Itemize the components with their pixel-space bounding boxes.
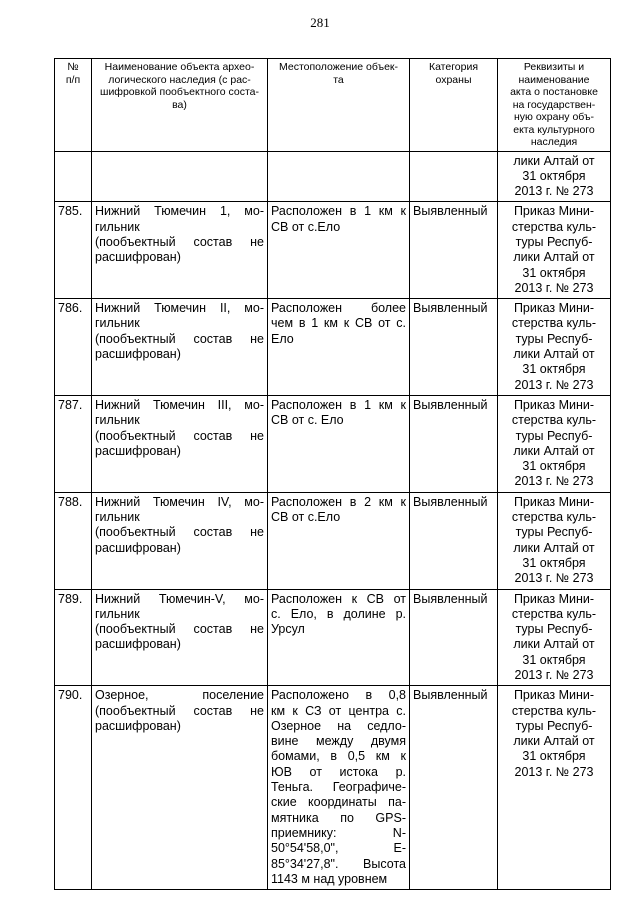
cell-line: 31 октября	[522, 265, 586, 280]
cell-line: логического наследия (с рас-	[108, 73, 251, 86]
row-number: 785.	[55, 202, 92, 299]
cell-line: ва)	[172, 98, 187, 111]
cell-line: туры Респуб-	[515, 428, 593, 443]
cell-line: 2013 г. № 273	[514, 280, 594, 295]
act-requisites	[498, 395, 611, 492]
object-name	[92, 589, 268, 686]
cell-line: лики Алтай от	[513, 637, 595, 652]
cell-line: Приказ Мини-	[513, 301, 595, 316]
cell-line: лики Алтай от	[513, 153, 595, 168]
cell-line: стерства куль-	[511, 510, 597, 525]
object-name	[92, 492, 268, 589]
cell-line: наследия	[530, 136, 578, 148]
cell-line: гильник	[95, 316, 140, 331]
act-requisites	[498, 686, 611, 890]
cell-line: Расположен в 1 км к	[271, 204, 406, 219]
row-number: 788.	[55, 492, 92, 589]
cell-line: лики Алтай от	[513, 734, 595, 749]
header-requisites	[498, 59, 611, 152]
act-requisites	[498, 299, 611, 396]
cell-line: 31 октября	[522, 459, 586, 474]
cell-line: расшифрован)	[95, 637, 181, 652]
cell-line: 50°54'58,0", E-	[271, 841, 406, 856]
object-location	[268, 395, 410, 492]
table-row	[55, 202, 611, 299]
act-requisites	[498, 589, 611, 686]
cell-line: п/п	[65, 73, 81, 86]
cell-line: Нижний Тюмечин II, мо-	[95, 301, 264, 316]
cell-line: Нижний Тюмечин-V, мо-	[95, 591, 264, 606]
cell-line: Наименование объекта архео-	[104, 61, 255, 73]
cell-line: туры Респуб-	[515, 718, 593, 733]
cell-line: наименование	[518, 73, 590, 86]
table-row	[55, 299, 611, 396]
table-header-row	[55, 59, 611, 152]
cell-line: гильник	[95, 606, 140, 621]
table-row	[55, 395, 611, 492]
cell-line: Реквизиты и	[523, 61, 585, 73]
cell-line: бомами, в 0,5 км к	[271, 749, 406, 764]
act-requisites	[498, 202, 611, 299]
header-num	[55, 59, 92, 152]
object-name	[92, 202, 268, 299]
cell-line: Местоположение объек-	[278, 61, 399, 73]
cell-line: стерства куль-	[511, 316, 597, 331]
continuation-category	[410, 151, 498, 202]
cell-line: та	[333, 73, 344, 86]
cell-line: Теньга. Географиче-	[271, 780, 406, 795]
cell-line: 2013 г. № 273	[514, 474, 594, 489]
cell-line: Приказ Мини-	[513, 688, 595, 703]
cell-line: Озерное, поселение	[95, 688, 264, 703]
cell-line: Озерное на седло-	[271, 718, 406, 733]
cell-line: 2013 г. № 273	[514, 571, 594, 586]
continuation-requisites	[498, 151, 611, 202]
cell-line: расшифрован)	[95, 250, 181, 265]
cell-line: гильник	[95, 510, 140, 525]
cell-line: на государствен-	[512, 98, 596, 111]
cell-line: СВ от с.Ело	[271, 510, 341, 525]
cell-line: с. Ело, в долине р.	[271, 606, 406, 621]
cell-line: 2013 г. № 273	[514, 764, 594, 779]
table-row	[55, 589, 611, 686]
cell-line: Приказ Мини-	[513, 591, 595, 606]
cell-line: Ело	[271, 331, 294, 346]
protection-category: Выявленный	[410, 589, 498, 686]
cell-line: стерства куль-	[511, 703, 597, 718]
cell-line: СВ от с.Ело	[271, 219, 341, 234]
cell-line: ские координаты па-	[271, 795, 406, 810]
cell-line: 31 октября	[522, 749, 586, 764]
cell-line: лики Алтай от	[513, 250, 595, 265]
cell-line: расшифрован)	[95, 718, 181, 733]
cell-line: мятника по GPS-	[271, 810, 406, 825]
cell-line: акта о постановке	[510, 86, 598, 98]
cell-line: шифровкой пообъектного соста-	[100, 86, 259, 98]
cell-line: 2013 г. № 273	[514, 184, 594, 199]
row-number: 786.	[55, 299, 92, 396]
act-requisites	[498, 492, 611, 589]
cell-line: 31 октября	[522, 362, 586, 377]
table-row	[55, 686, 611, 890]
cell-line: туры Респуб-	[515, 331, 593, 346]
cell-line: Приказ Мини-	[513, 204, 595, 219]
cell-line: (пообъектный состав не	[95, 525, 264, 540]
cell-line: Приказ Мини-	[513, 494, 595, 509]
protection-category: Выявленный	[410, 492, 498, 589]
cell-line: (пообъектный состав не	[95, 703, 264, 718]
cell-line: гильник	[95, 219, 140, 234]
protection-category: Выявленный	[410, 299, 498, 396]
row-number: 787.	[55, 395, 92, 492]
cell-line: охраны	[435, 73, 472, 86]
page-number: 281	[310, 15, 330, 30]
header-category	[410, 59, 498, 152]
protection-category: Выявленный	[410, 686, 498, 890]
cell-line: туры Респуб-	[515, 234, 593, 249]
cell-line: (пообъектный состав не	[95, 428, 264, 443]
header-location	[268, 59, 410, 152]
cell-line: расшифрован)	[95, 347, 181, 362]
cell-line: (пообъектный состав не	[95, 234, 264, 249]
continuation-row	[55, 151, 611, 202]
cell-line: екта культурного	[513, 123, 595, 136]
cell-line: (пообъектный состав не	[95, 622, 264, 637]
cell-line: ную охрану объ-	[513, 111, 595, 123]
cell-line: 2013 г. № 273	[514, 668, 594, 682]
continuation-num	[55, 151, 92, 202]
object-location	[268, 589, 410, 686]
table-row	[55, 492, 611, 589]
object-name	[92, 686, 268, 890]
cell-line: Нижний Тюмечин 1, мо-	[95, 204, 264, 219]
cell-line: СВ от с. Ело	[271, 413, 344, 428]
object-name	[92, 299, 268, 396]
cell-line: Нижний Тюмечин III, мо-	[95, 397, 264, 412]
object-name	[92, 395, 268, 492]
cell-line: Урсул	[271, 622, 305, 637]
cell-line: чем в 1 км к СВ от с.	[271, 316, 406, 331]
protection-category: Выявленный	[410, 395, 498, 492]
cell-line: Нижний Тюмечин IV, мо-	[95, 494, 264, 509]
cell-line: расшифрован)	[95, 540, 181, 555]
cell-line: Расположен в 2 км к	[271, 494, 406, 509]
cell-line: км к СЗ от центра с.	[271, 703, 406, 718]
cell-line: лики Алтай от	[513, 540, 595, 555]
continuation-name	[92, 151, 268, 202]
cell-line: расшифрован)	[95, 443, 181, 458]
cell-line: 1143 м над уровнем	[271, 871, 388, 886]
cell-line: гильник	[95, 413, 140, 428]
cell-line: 31 октября	[522, 555, 586, 570]
cell-line: 31 октября	[522, 652, 586, 667]
cell-line: 31 октября	[522, 168, 586, 183]
row-number: 790.	[55, 686, 92, 890]
continuation-location	[268, 151, 410, 202]
cell-line: стерства куль-	[511, 413, 597, 428]
cell-line: лики Алтай от	[513, 443, 595, 458]
object-location	[268, 202, 410, 299]
heritage-registry-table	[54, 58, 611, 890]
cell-line: Расположено в 0,8	[271, 688, 406, 703]
cell-line: стерства куль-	[511, 606, 597, 621]
object-location	[268, 492, 410, 589]
cell-line: Расположен в 1 км к	[271, 397, 406, 412]
cell-line: Расположен к СВ от	[271, 591, 406, 606]
cell-line: Категория	[428, 61, 479, 73]
cell-line: Приказ Мини-	[513, 397, 595, 412]
cell-line: ЮВ от истока р.	[271, 764, 406, 779]
cell-line: приемнику: N-	[271, 825, 406, 840]
header-name	[92, 59, 268, 152]
cell-line: (пообъектный состав не	[95, 331, 264, 346]
object-location	[268, 299, 410, 396]
row-number: 789.	[55, 589, 92, 686]
cell-line: вине между двумя	[271, 734, 406, 749]
cell-line: лики Алтай от	[513, 347, 595, 362]
cell-line: 2013 г. № 273	[514, 377, 594, 392]
object-location	[268, 686, 410, 890]
cell-line: Расположен более	[271, 301, 406, 316]
cell-line: туры Респуб-	[515, 622, 593, 637]
protection-category: Выявленный	[410, 202, 498, 299]
cell-line: туры Респуб-	[515, 525, 593, 540]
cell-line: №	[67, 61, 79, 73]
cell-line: стерства куль-	[511, 219, 597, 234]
cell-line: 85°34'27,8". Высота	[271, 856, 406, 871]
